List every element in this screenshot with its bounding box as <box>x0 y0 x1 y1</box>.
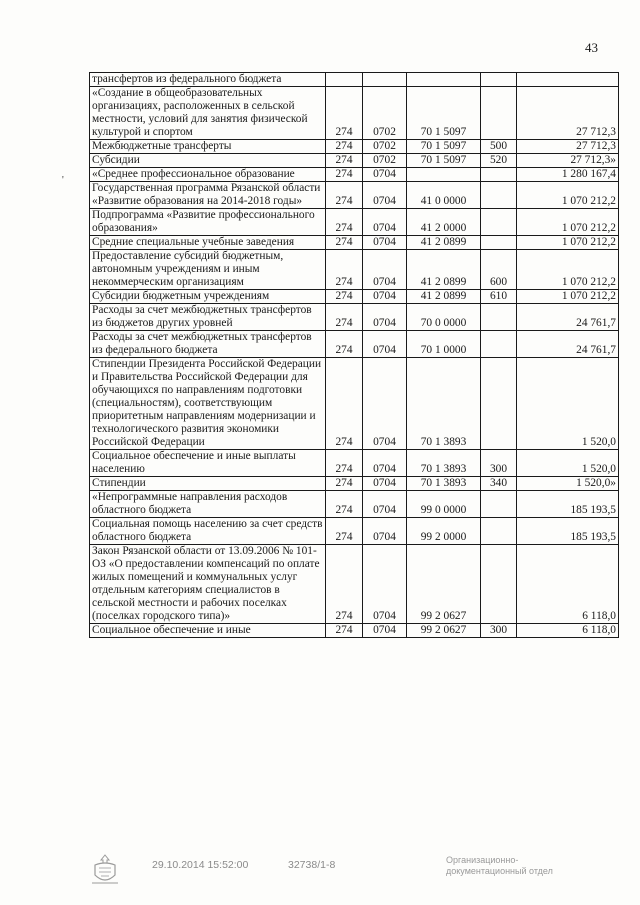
cell-expense-type: 500 <box>481 140 517 154</box>
cell-ministry-code: 274 <box>326 477 363 491</box>
cell-name: «Среднее профессиональное образование <box>90 168 326 182</box>
cell-name: трансфертов из федерального бюджета <box>90 73 326 87</box>
cell-amount: 27 712,3 <box>517 140 619 154</box>
cell-section-code <box>363 73 407 87</box>
cell-section-code: 0704 <box>363 518 407 545</box>
cell-target-code: 70 1 3893 <box>407 450 481 477</box>
cell-amount: 24 761,7 <box>517 331 619 358</box>
cell-target-code: 41 2 0899 <box>407 290 481 304</box>
cell-target-code: 99 0 0000 <box>407 491 481 518</box>
cell-target-code: 70 1 5097 <box>407 87 481 140</box>
cell-target-code <box>407 73 481 87</box>
cell-name: Социальное обеспечение и иные выплаты населению <box>90 450 326 477</box>
cell-expense-type <box>481 331 517 358</box>
table-row <box>90 87 619 140</box>
cell-target-code: 70 1 3893 <box>407 477 481 491</box>
cell-name: «Непрограммные направления расходов областного бюджета <box>90 491 326 518</box>
cell-ministry-code: 274 <box>326 545 363 624</box>
cell-name: Социальная помощь населению за счет средств областного бюджета <box>90 518 326 545</box>
cell-expense-type <box>481 73 517 87</box>
cell-name: Предоставление субсидий бюджетным, автономным учреждениям и иным некоммерческим организациям <box>90 250 326 290</box>
cell-target-code: 41 2 0899 <box>407 250 481 290</box>
cell-amount: 1 280 167,4 <box>517 168 619 182</box>
table-row <box>90 331 619 358</box>
cell-expense-type <box>481 87 517 140</box>
cell-ministry-code: 274 <box>326 154 363 168</box>
cell-expense-type <box>481 168 517 182</box>
cell-target-code: 99 2 0000 <box>407 518 481 545</box>
cell-section-code: 0704 <box>363 358 407 450</box>
table-row <box>90 545 619 624</box>
table-row <box>90 491 619 518</box>
cell-ministry-code: 274 <box>326 87 363 140</box>
table-row <box>90 518 619 545</box>
cell-name: Стипендии Президента Российской Федерации и Правительства Российской Федерации для обучающихся по направлениям подготовки (специальностям), соответствующим приоритетным направлениям модернизации и технологического развития экономики Российской Федерации <box>90 358 326 450</box>
footer <box>0 853 640 893</box>
cell-name: Субсидии бюджетным учреждениям <box>90 290 326 304</box>
cell-expense-type: 610 <box>481 290 517 304</box>
cell-ministry-code: 274 <box>326 250 363 290</box>
cell-amount: 1 520,0» <box>517 477 619 491</box>
cell-section-code: 0702 <box>363 87 407 140</box>
budget-table <box>89 72 619 638</box>
cell-expense-type <box>481 358 517 450</box>
cell-amount: 185 193,5 <box>517 518 619 545</box>
margin-mark: ' <box>62 175 64 186</box>
cell-name: Средние специальные учебные заведения <box>90 236 326 250</box>
table-row <box>90 154 619 168</box>
cell-expense-type <box>481 518 517 545</box>
cell-name: Расходы за счет межбюджетных трансфертов из федерального бюджета <box>90 331 326 358</box>
cell-section-code: 0704 <box>363 477 407 491</box>
cell-section-code: 0704 <box>363 450 407 477</box>
cell-amount: 1 070 212,2 <box>517 290 619 304</box>
cell-section-code: 0704 <box>363 168 407 182</box>
table-row <box>90 624 619 638</box>
cell-target-code: 41 2 0000 <box>407 209 481 236</box>
cell-ministry-code: 274 <box>326 450 363 477</box>
cell-section-code: 0704 <box>363 545 407 624</box>
table-row <box>90 477 619 491</box>
cell-target-code: 99 2 0627 <box>407 545 481 624</box>
cell-amount: 1 070 212,2 <box>517 182 619 209</box>
cell-amount: 24 761,7 <box>517 304 619 331</box>
cell-section-code: 0704 <box>363 624 407 638</box>
cell-amount: 6 118,0 <box>517 624 619 638</box>
cell-ministry-code: 274 <box>326 182 363 209</box>
cell-section-code: 0704 <box>363 290 407 304</box>
table-row <box>90 73 619 87</box>
table-row <box>90 358 619 450</box>
cell-target-code: 99 2 0627 <box>407 624 481 638</box>
cell-target-code <box>407 168 481 182</box>
cell-target-code: 41 2 0899 <box>407 236 481 250</box>
cell-ministry-code <box>326 73 363 87</box>
cell-ministry-code: 274 <box>326 209 363 236</box>
cell-expense-type: 340 <box>481 477 517 491</box>
cell-section-code: 0704 <box>363 331 407 358</box>
cell-ministry-code: 274 <box>326 491 363 518</box>
cell-expense-type <box>481 182 517 209</box>
cell-amount <box>517 73 619 87</box>
cell-ministry-code: 274 <box>326 140 363 154</box>
cell-expense-type <box>481 304 517 331</box>
cell-section-code: 0704 <box>363 209 407 236</box>
cell-name: Межбюджетные трансферты <box>90 140 326 154</box>
cell-expense-type: 300 <box>481 450 517 477</box>
stamp-document-id: 32738/1-8 <box>288 859 336 871</box>
cell-section-code: 0704 <box>363 304 407 331</box>
cell-expense-type: 600 <box>481 250 517 290</box>
cell-amount: 27 712,3 <box>517 87 619 140</box>
cell-section-code: 0704 <box>363 491 407 518</box>
table-row <box>90 236 619 250</box>
stamp-department-line1: Организационно- <box>446 855 519 865</box>
cell-target-code: 70 1 0000 <box>407 331 481 358</box>
table-row <box>90 250 619 290</box>
table-row <box>90 168 619 182</box>
cell-section-code: 0702 <box>363 154 407 168</box>
cell-expense-type <box>481 236 517 250</box>
cell-section-code: 0702 <box>363 140 407 154</box>
table-row <box>90 182 619 209</box>
coat-of-arms-icon <box>88 853 122 887</box>
cell-ministry-code: 274 <box>326 290 363 304</box>
cell-ministry-code: 274 <box>326 236 363 250</box>
cell-name: Подпрограмма «Развитие профессионального образования» <box>90 209 326 236</box>
stamp-department <box>446 855 553 877</box>
cell-name: Социальное обеспечение и иные <box>90 624 326 638</box>
cell-section-code: 0704 <box>363 236 407 250</box>
page-number: 43 <box>585 40 598 55</box>
cell-target-code: 70 1 5097 <box>407 154 481 168</box>
cell-expense-type <box>481 209 517 236</box>
cell-target-code: 70 1 3893 <box>407 358 481 450</box>
cell-name: Расходы за счет межбюджетных трансфертов из бюджетов других уровней <box>90 304 326 331</box>
cell-expense-type: 300 <box>481 624 517 638</box>
cell-expense-type: 520 <box>481 154 517 168</box>
cell-amount: 1 520,0 <box>517 450 619 477</box>
cell-target-code: 41 0 0000 <box>407 182 481 209</box>
table-row <box>90 304 619 331</box>
stamp-datetime: 29.10.2014 15:52:00 <box>152 859 249 871</box>
cell-expense-type <box>481 491 517 518</box>
cell-amount: 27 712,3» <box>517 154 619 168</box>
cell-ministry-code: 274 <box>326 624 363 638</box>
cell-ministry-code: 274 <box>326 518 363 545</box>
cell-amount: 1 070 212,2 <box>517 236 619 250</box>
table-row <box>90 140 619 154</box>
cell-name: «Создание в общеобразовательных организациях, расположенных в сельской местности, условий для занятия физической культурой и спортом <box>90 87 326 140</box>
cell-name: Субсидии <box>90 154 326 168</box>
stamp-department-line2: документационный отдел <box>446 866 553 876</box>
table-row <box>90 290 619 304</box>
table-row <box>90 209 619 236</box>
cell-name: Стипендии <box>90 477 326 491</box>
cell-amount: 6 118,0 <box>517 545 619 624</box>
cell-amount: 1 070 212,2 <box>517 209 619 236</box>
table-row <box>90 450 619 477</box>
cell-amount: 1 520,0 <box>517 358 619 450</box>
budget-table-body <box>90 73 619 638</box>
cell-ministry-code: 274 <box>326 331 363 358</box>
cell-amount: 1 070 212,2 <box>517 250 619 290</box>
cell-ministry-code: 274 <box>326 304 363 331</box>
cell-amount: 185 193,5 <box>517 491 619 518</box>
cell-section-code: 0704 <box>363 250 407 290</box>
cell-target-code: 70 1 5097 <box>407 140 481 154</box>
cell-expense-type <box>481 545 517 624</box>
cell-section-code: 0704 <box>363 182 407 209</box>
cell-name: Закон Рязанской области от 13.09.2006 № 101-ОЗ «О предоставлении компенсаций по оплате жилых помещений и коммунальных услуг отдельным категориям специалистов в сельской местности и рабочих поселках (поселках городского типа)» <box>90 545 326 624</box>
cell-target-code: 70 0 0000 <box>407 304 481 331</box>
cell-ministry-code: 274 <box>326 168 363 182</box>
cell-name: Государственная программа Рязанской области «Развитие образования на 2014-2018 годы» <box>90 182 326 209</box>
cell-ministry-code: 274 <box>326 358 363 450</box>
